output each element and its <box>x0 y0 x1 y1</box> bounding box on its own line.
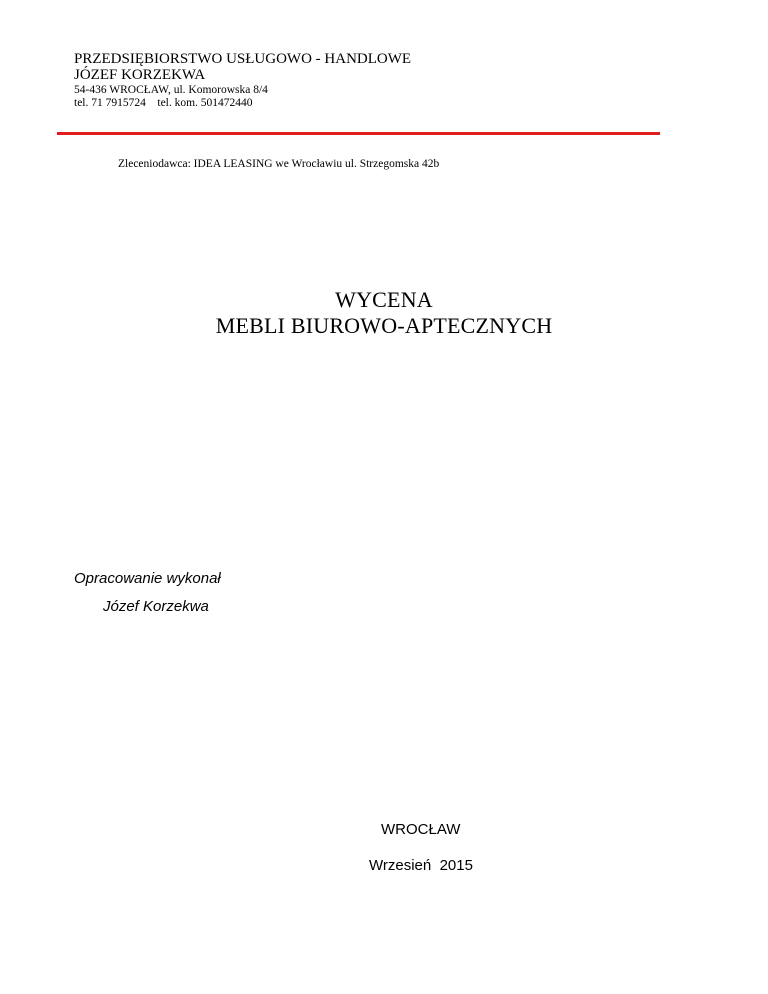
city: WROCŁAW <box>381 821 461 838</box>
client-line: Zleceniodawca: IDEA LEASING we Wrocławiu ul. Strzegomska 42b <box>118 158 440 170</box>
company-name: PRZEDSIĘBIORSTWO USŁUGOWO - HANDLOWE <box>74 51 412 67</box>
title-line-1: WYCENA <box>335 287 433 312</box>
company-address: 54-436 WROCŁAW, ul. Komorowska 8/4 <box>74 84 268 96</box>
document-title <box>0 287 768 339</box>
company-owner: JÓZEF KORZEKWA <box>74 67 206 83</box>
author-name: Józef Korzekwa <box>103 598 209 615</box>
company-phone: tel. 71 7915724 tel. kom. 501472440 <box>74 97 253 109</box>
prepared-by-label: Opracowanie wykonał <box>74 570 221 587</box>
date: Wrzesień 2015 <box>369 857 473 874</box>
title-line-2: MEBLI BIUROWO-APTECZNYCH <box>215 313 553 338</box>
header-divider <box>57 132 660 135</box>
